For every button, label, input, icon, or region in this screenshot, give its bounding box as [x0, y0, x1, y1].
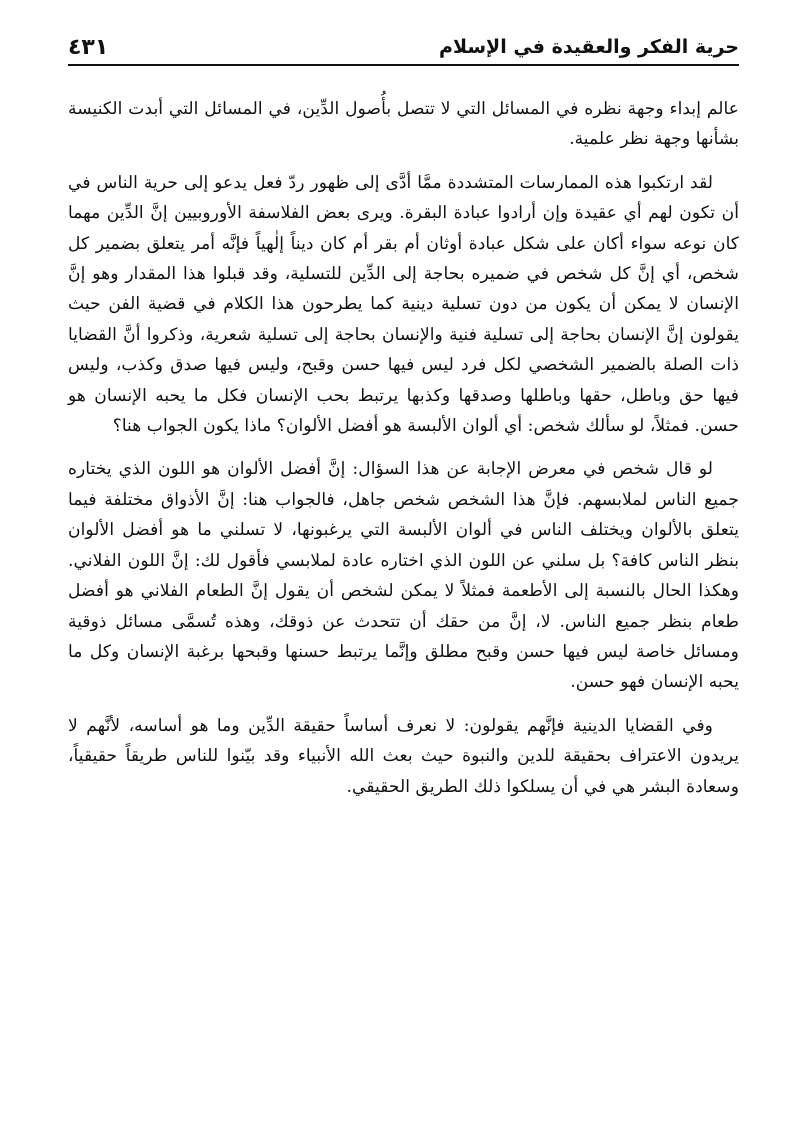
paragraph-4: وفي القضايا الدينية فإنَّهم يقولون: لا نعرف أساساً حقيقة الدِّين وما هو أساسه، لأنَّهم لا يريدون الاعتراف بحقيقة للدين والنبوة حيث بعث الله الأنبياء وقد بيّنوا للناس طريقاً حقيقياً، وسعادة البشر هي في أن يسلكوا ذلك الطريق الحقيقي. [68, 715, 739, 797]
page-number: ٤٣١ [68, 35, 109, 60]
paragraph-2: لقد ارتكبوا هذه الممارسات المتشددة ممَّا أدَّى إلى ظهور ردّ فعل يدعو إلى حرية الناس في أن تكون لهم أي عقيدة وإن أرادوا عبادة البقرة. ويرى بعض الفلاسفة الأوروبيين إنَّ الدِّين مهما كان نوعه سواء أكان على شكل عبادة أوثان أم بقر أم كان ديناً إلٰهياً فإنَّه أمر يتعلق بضمير كل شخص، أي إنَّ كل شخص في ضميره بحاجة إلى الدِّين للتسلية، وقد قبلوا هذا المقدار وهو إنَّ الإنسان لا يمكن أن يكون من دون تسلية دينية كما يطرحون هذا الكلام في قضية الفن حيث يقولون إنَّ الإنسان بحاجة إلى تسلية فنية والإنسان بحاجة إلى تسلية شعرية، وذكروا أنَّ القضايا ذات الصلة بالضمير الشخصي لكل فرد ليس فيها حسن وقبح، وليس فيها صدق وكذب، وليس فيها حق وباطل، حقها وباطلها وصدقها وكذبها يرتبط بحب الإنسان فكل ما يحبه الإنسان هو حسن. فمثلاً، لو سألك شخص: أي ألوان الألبسة هو أفضل الألوان؟ ماذا يكون الجواب هنا؟ [68, 172, 739, 437]
running-header [68, 24, 739, 66]
paragraph-3: لو قال شخص في معرض الإجابة عن هذا السؤال: إنَّ أفضل الألوان هو اللون الذي يختاره جميع الناس لملابسهم. فإنَّ هذا الشخص شخص جاهل، فالجواب هنا: إنَّ الأذواق مختلفة فيما يتعلق بالألوان ويختلف الناس في ألوان الألبسة التي يرغبونها، لا تسلني ما هو أفضل الألوان بنظر الناس كافة؟ بل سلني عن اللون الذي اختاره عادة لملابسي فأقول لك: إنَّ اللون الفلاني. وهكذا الحال بالنسبة إلى الأطعمة فمثلاً لا يمكن لشخص أن يقول إنَّ الطعام الفلاني هو أفضل طعام بنظر جميع الناس. لا، إنَّ من حقك أن تتحدث عن ذوقك، وهذه تُسمَّى مسائل ذوقية ومسائل خاصة ليس فيها حسن وقبح مطلق وإنَّما يرتبط حسنها وقبحها برغبة الإنسان وكل ما يحبه الإنسان فهو حسن. [68, 459, 739, 693]
page-body [68, 94, 739, 815]
paragraph-1: عالم إبداء وجهة نظره في المسائل التي لا تتصل بأُصول الدِّين، في المسائل التي أبدت الكنيسة بشأنها وجهة نظر علمية. [68, 99, 739, 150]
book-title: حرية الفكر والعقيدة في الإسلام [439, 36, 739, 58]
